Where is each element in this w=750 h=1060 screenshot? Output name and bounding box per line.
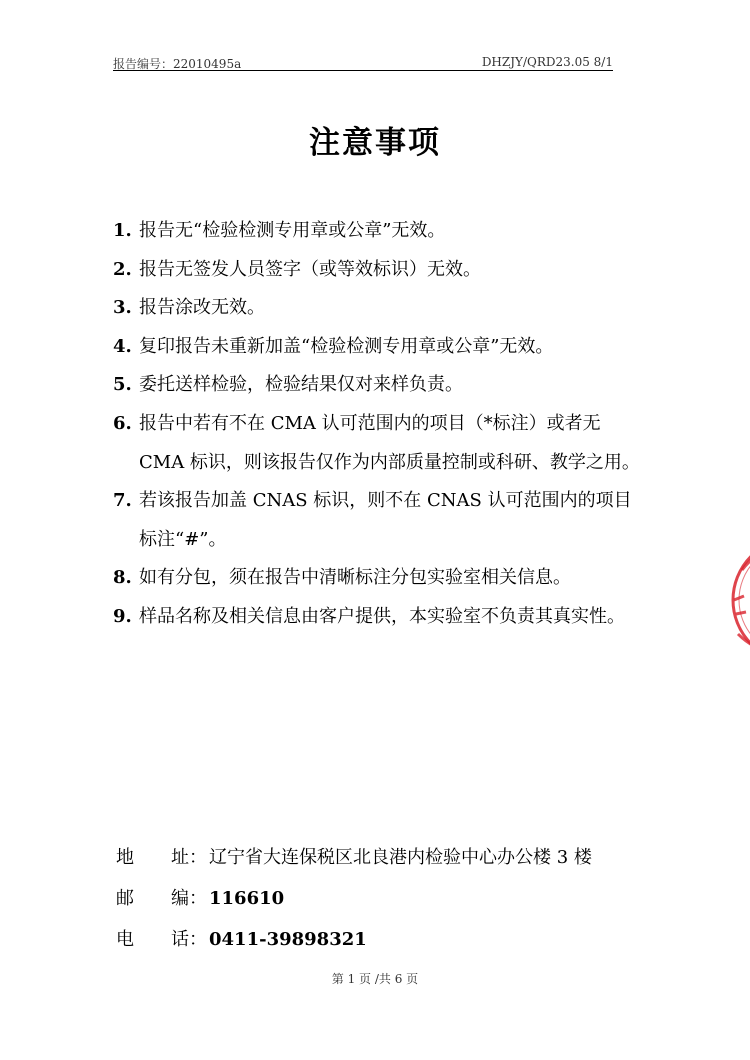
postcode-value: 116610 <box>209 888 285 909</box>
notice-number: 1. <box>113 220 132 241</box>
phone-row: 电 话： 0411-39898321 <box>113 924 633 965</box>
notice-text: 样品名称及相关信息由客户提供，本实验室不负责其真实性。 <box>139 605 625 627</box>
notice-text: 若该报告加盖 CNAS 标识，则不在 CNAS 认可范围内的项目标注“#”。 <box>139 490 632 550</box>
notice-text: 报告涂改无效。 <box>139 297 265 319</box>
notice-text: 复印报告未重新加盖“检验检测专用章或公章”无效。 <box>139 335 554 357</box>
notice-item <box>113 559 648 598</box>
notice-text: 如有分包，须在报告中清晰标注分包实验室相关信息。 <box>139 567 571 589</box>
notice-item <box>113 328 648 367</box>
notice-item <box>113 212 648 251</box>
notice-item <box>113 598 648 637</box>
page-footer: 第 1 页 /共 6 页 <box>331 972 419 986</box>
notice-text: 委托送样检验，检验结果仅对来样负责。 <box>139 374 463 396</box>
address-value: 辽宁省大连保税区北良港内检验中心办公楼 3 楼 <box>209 847 592 868</box>
contact-info <box>113 842 633 965</box>
notice-number: 3. <box>113 297 132 319</box>
notice-number: 9. <box>113 605 132 627</box>
page-title: 注意事项 <box>309 125 441 161</box>
notice-number: 8. <box>113 567 132 589</box>
notice-number: 7. <box>113 490 132 512</box>
notice-item <box>113 366 648 405</box>
notice-item <box>113 251 648 290</box>
notice-number: 6. <box>113 412 132 434</box>
notice-list <box>113 212 648 637</box>
notice-number: 5. <box>113 374 132 396</box>
notice-number: 4. <box>113 335 132 357</box>
address-row: 地 址： 辽宁省大连保税区北良港内检验中心办公楼 3 楼 <box>113 842 633 883</box>
document-code: DHZJY/QRD23.05 8/1 <box>481 55 613 69</box>
report-number: 报告编号：22010495a <box>113 57 242 71</box>
notice-item <box>113 405 648 482</box>
phone-value: 0411-39898321 <box>209 929 367 950</box>
notice-item <box>113 482 648 559</box>
notice-item <box>113 289 648 328</box>
seal-stamp-icon <box>720 530 750 670</box>
notice-text: 报告无“检验检测专用章或公章”无效。 <box>139 220 446 241</box>
notice-text: 报告无签发人员签字（或等效标识）无效。 <box>139 258 481 280</box>
header-divider <box>113 70 613 71</box>
notice-number: 2. <box>113 258 132 280</box>
notice-text: 报告中若有不在 CMA 认可范围内的项目（*标注）或者无 CMA 标识，则该报告仅作为内部质量控制或科研、教学之用。 <box>139 412 640 473</box>
postcode-row: 邮 编： 116610 <box>113 883 633 924</box>
